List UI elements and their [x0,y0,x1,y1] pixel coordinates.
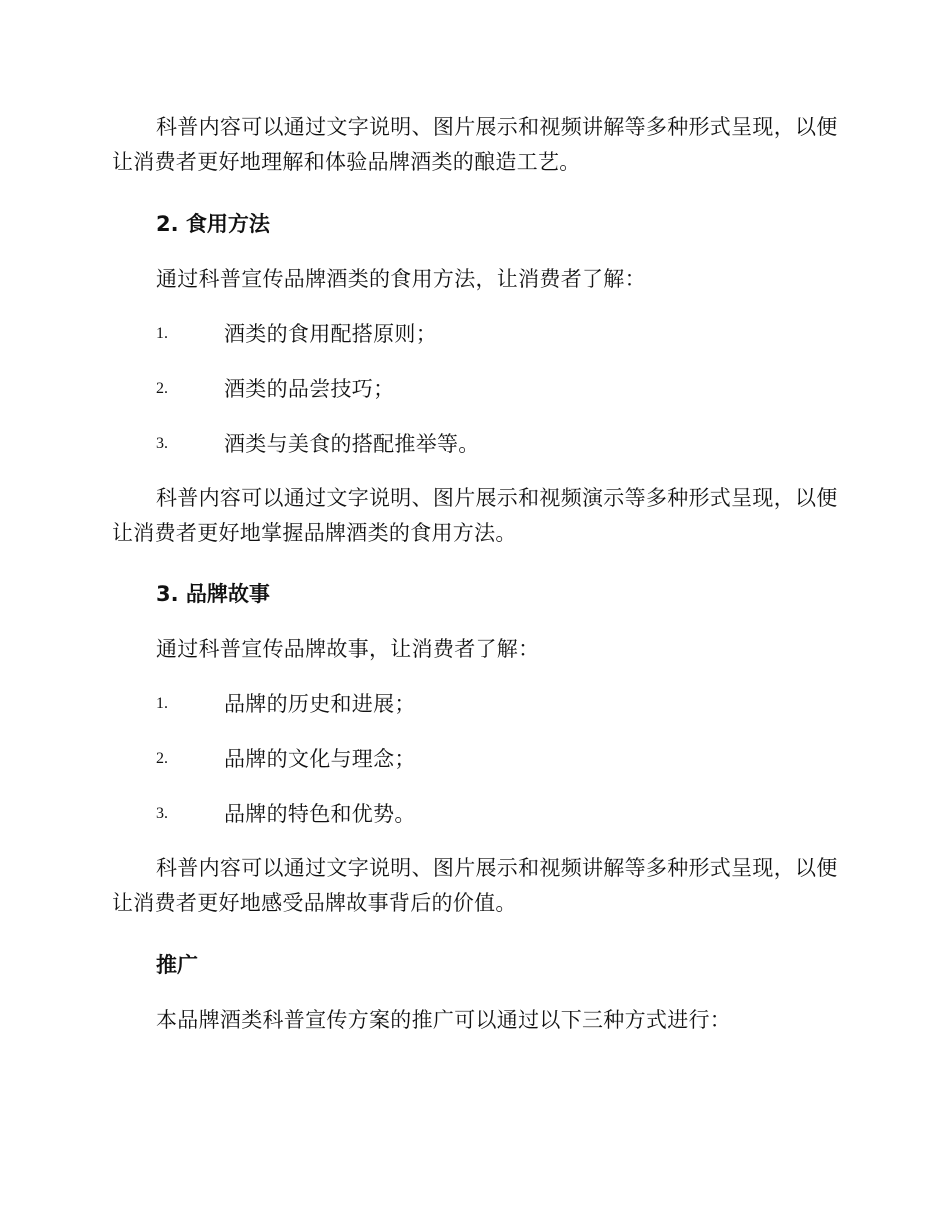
list-item-text: 酒类与美食的搭配推举等。 [224,432,480,456]
section-heading-promotion: 推广 [156,953,198,977]
paragraph-process-summary: 科普内容可以通过文字说明、图片展示和视频讲解等多种形式呈现，以便让消费者更好地理解和体验品牌酒类的酿造工艺。 [112,115,838,174]
list-item-text: 酒类的食用配搭原则； [224,322,437,346]
list-item-number: 1. [156,325,168,342]
list-item-number: 3. [156,435,168,452]
paragraph-usage-summary: 科普内容可以通过文字说明、图片展示和视频演示等多种形式呈现，以便让消费者更好地掌握品牌酒类的食用方法。 [112,486,838,545]
section-brand-story-intro: 通过科普宣传品牌故事，让消费者了解： [156,637,540,661]
list-item [156,319,856,349]
list-item-text: 品牌的历史和进展； [224,692,416,716]
section-heading-brand-story: 3. 品牌故事 [156,582,270,606]
list-item [156,429,856,459]
list-item-number: 1. [156,695,168,712]
list-item-number: 2. [156,750,168,767]
list-item [156,799,856,829]
list-item-text: 品牌的特色和优势。 [224,802,416,826]
list-item [156,689,856,719]
section-usage-intro: 通过科普宣传品牌酒类的食用方法，让消费者了解： [156,267,646,291]
list-item [156,374,856,404]
list-item-number: 2. [156,380,168,397]
list-item-number: 3. [156,805,168,822]
list-item-text: 酒类的品尝技巧； [224,377,395,401]
list-item-text: 品牌的文化与理念； [224,747,416,771]
section-promotion-intro: 本品牌酒类科普宣传方案的推广可以通过以下三种方式进行： [156,1008,732,1032]
section-heading-usage: 2. 食用方法 [156,212,270,236]
list-item [156,744,856,774]
paragraph-brand-story-summary: 科普内容可以通过文字说明、图片展示和视频讲解等多种形式呈现，以便让消费者更好地感受品牌故事背后的价值。 [112,856,838,915]
